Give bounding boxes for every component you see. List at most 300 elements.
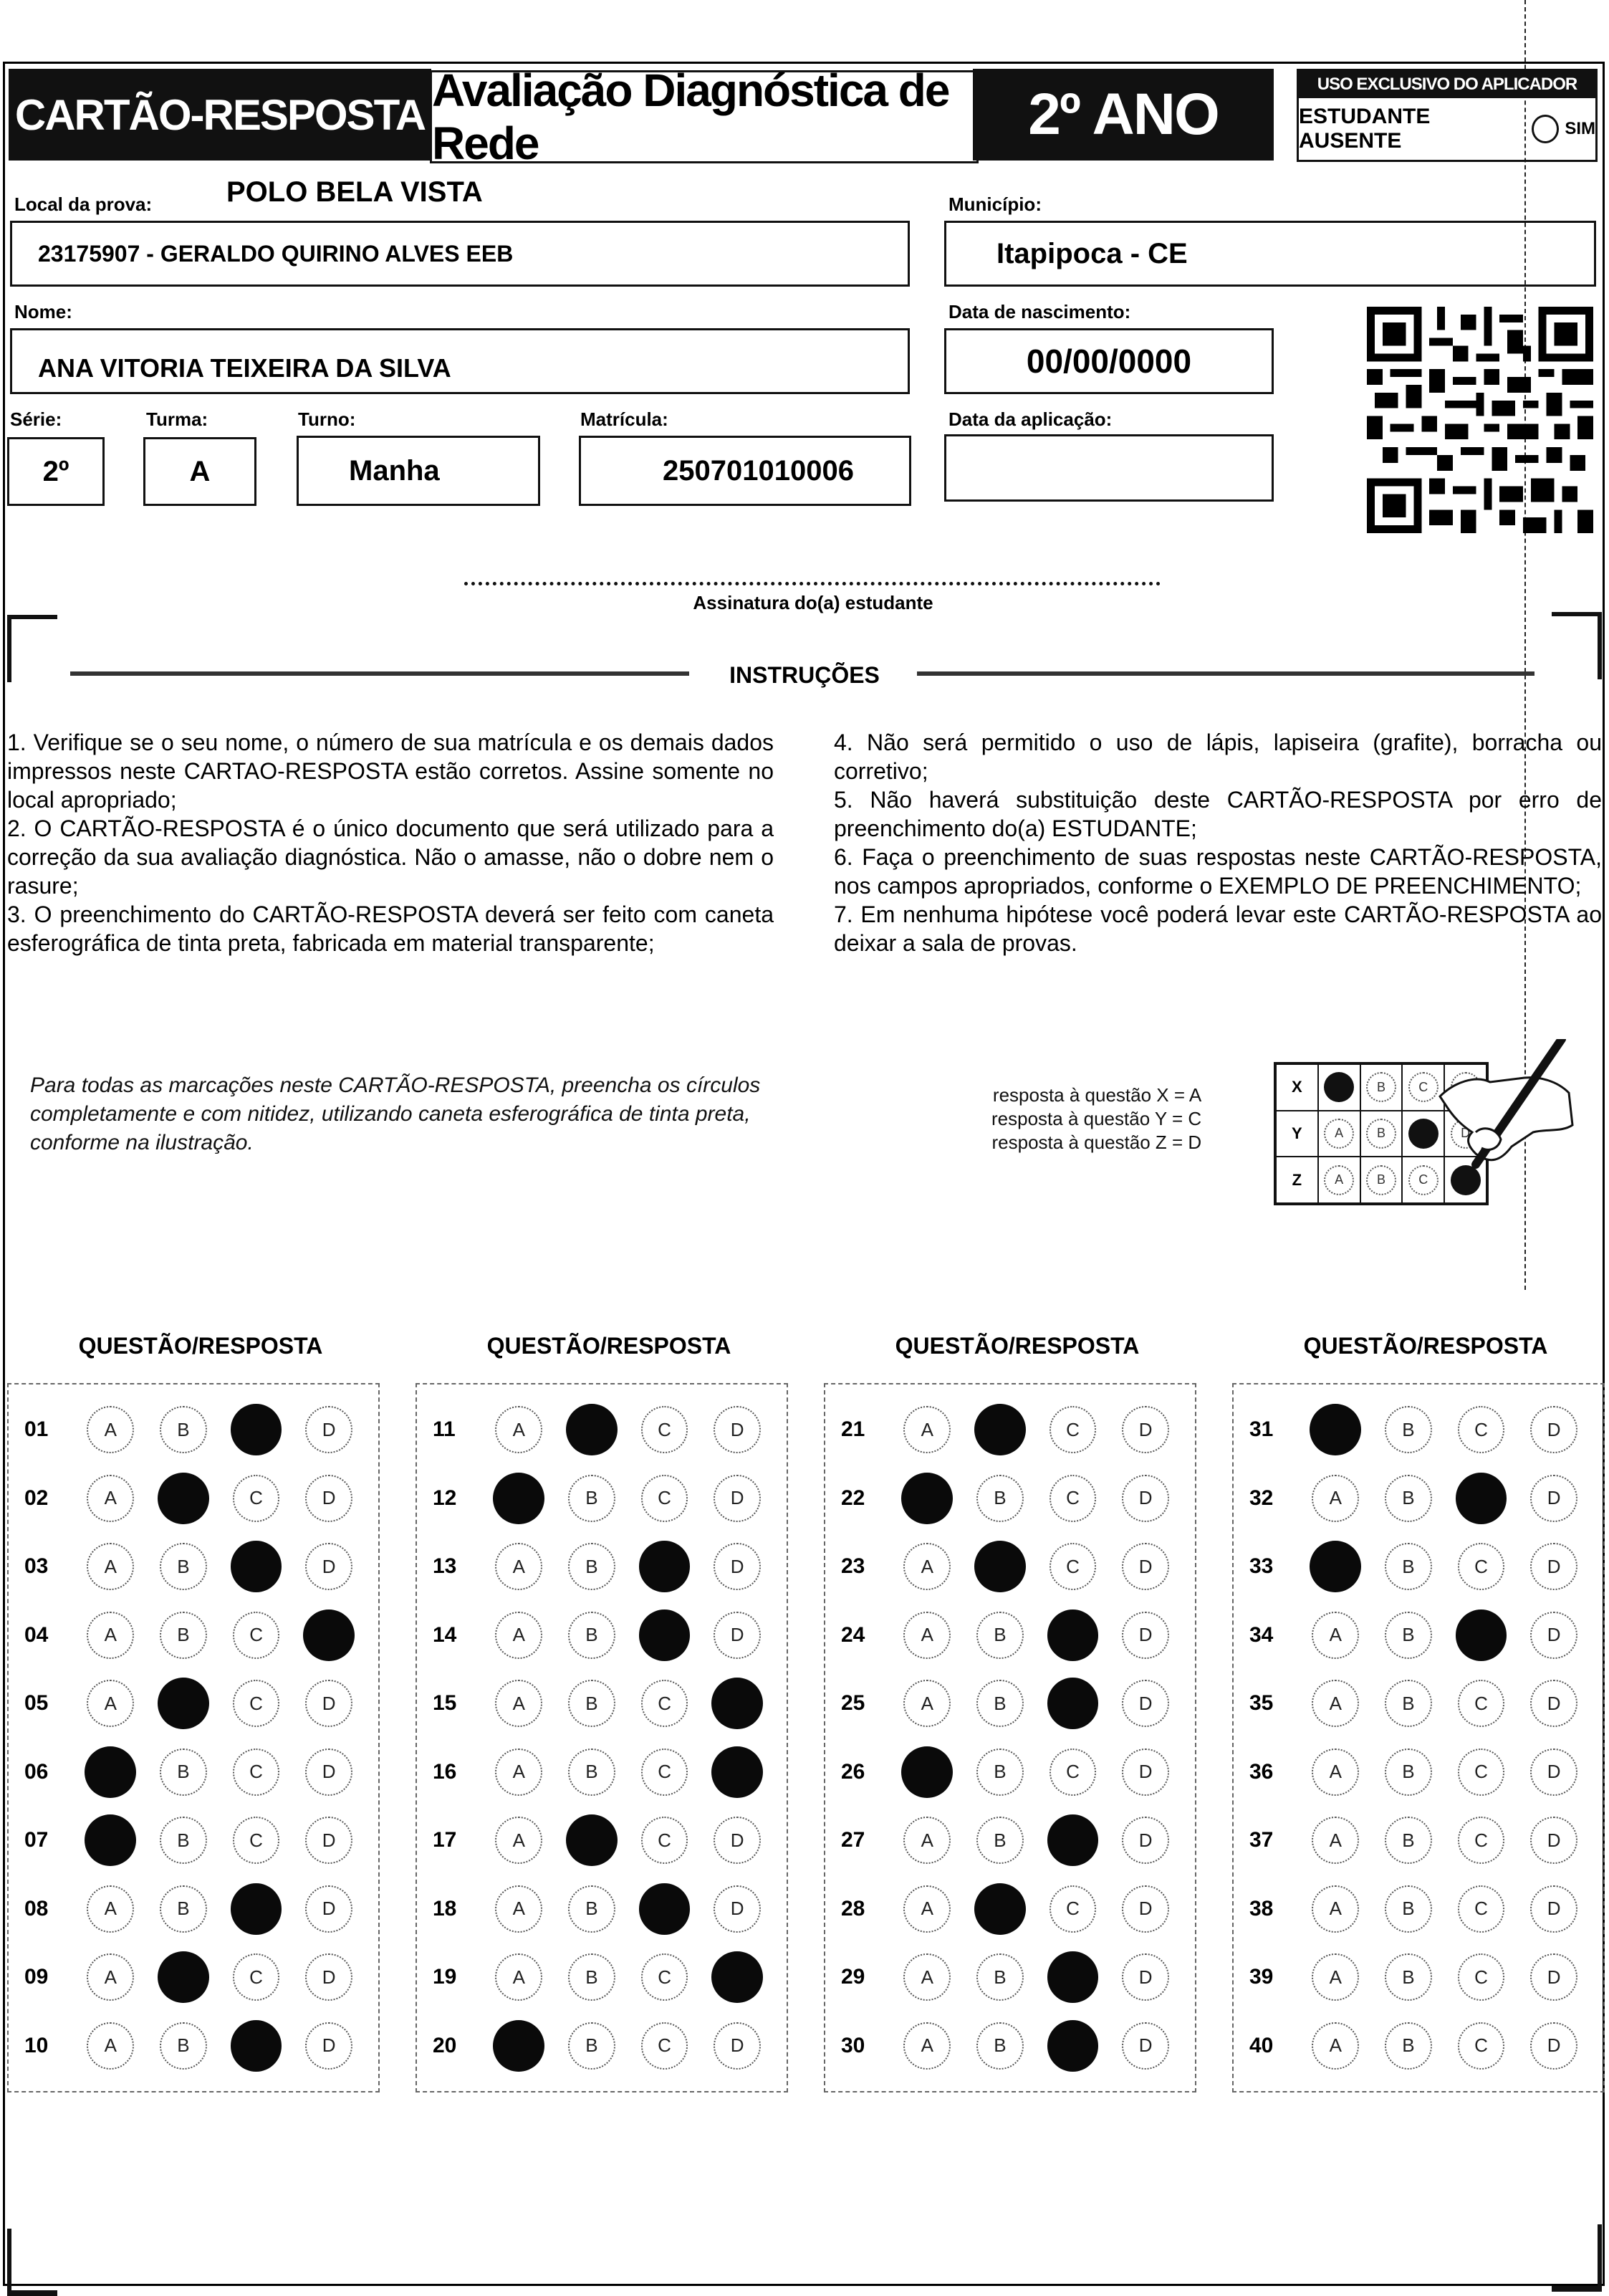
bubble-d[interactable]: D <box>305 1406 352 1453</box>
bubble-b[interactable]: B <box>1385 1953 1432 2001</box>
question-number: 26 <box>841 1759 865 1784</box>
question-number: 15 <box>433 1691 457 1715</box>
question-number: 23 <box>841 1554 865 1578</box>
bubble-a[interactable] <box>1310 1404 1361 1455</box>
answer-row <box>825 1815 1195 1865</box>
example-bubble-b: B <box>1366 1165 1396 1195</box>
answer-row <box>825 1884 1195 1934</box>
bubble-a[interactable]: A <box>495 1953 542 2001</box>
matricula-label: Matrícula: <box>580 408 668 430</box>
bubble-a[interactable]: A <box>87 1406 134 1453</box>
bubble-a[interactable]: A <box>495 1817 542 1864</box>
bubble-d[interactable]: D <box>1530 1749 1577 1796</box>
bubble-c[interactable] <box>639 1609 691 1661</box>
bubble-d[interactable] <box>711 1746 763 1798</box>
bubble-b[interactable]: B <box>1385 1817 1432 1864</box>
question-number: 22 <box>841 1486 865 1510</box>
example-cell <box>1318 1111 1360 1157</box>
bubble-a[interactable]: A <box>495 1612 542 1659</box>
answer-row <box>9 1405 378 1455</box>
bubble-d[interactable]: D <box>305 1475 352 1522</box>
absent-label: ESTUDANTE AUSENTE <box>1299 105 1431 153</box>
example-bubble-b: B <box>1366 1072 1396 1102</box>
answer-row <box>9 1610 378 1660</box>
bubble-d[interactable]: D <box>1122 2022 1169 2070</box>
bubble-c[interactable] <box>231 2020 282 2072</box>
bubble-b[interactable]: B <box>1385 1885 1432 1933</box>
example-text: Para todas as marcações neste CARTÃO-RESPOSTA, preencha os círculos completamente e com nitidez, utilizando caneta esferográfica de tinta preta, conforme na ilustração. <box>30 1073 761 1154</box>
question-number: 17 <box>433 1828 457 1852</box>
answer-row <box>417 1815 787 1865</box>
answers-block-3 <box>824 1383 1196 2092</box>
example-bubble-c: C <box>1408 1165 1439 1195</box>
bubble-a[interactable] <box>901 1473 953 1524</box>
question-number: 04 <box>24 1622 49 1647</box>
bubble-a[interactable]: A <box>1312 1680 1359 1727</box>
bubble-c[interactable]: C <box>233 1475 280 1522</box>
aplicador-box <box>1297 69 1598 162</box>
bubble-d[interactable]: D <box>714 1612 761 1659</box>
bubble-c[interactable] <box>231 1883 282 1935</box>
bubble-d[interactable]: D <box>1530 1953 1577 2001</box>
bubble-b[interactable]: B <box>160 1817 207 1864</box>
bubble-c[interactable]: C <box>641 1817 688 1864</box>
answer-row <box>9 1678 378 1728</box>
aplicacao-field[interactable] <box>944 434 1274 502</box>
bubble-b[interactable]: B <box>160 1885 207 1933</box>
bubble-d[interactable]: D <box>1530 2022 1577 2070</box>
example-bubble-b: B <box>1366 1119 1396 1149</box>
answer-row <box>417 1747 787 1797</box>
instructions-title: INSTRUÇÕES <box>729 662 880 688</box>
bubble-b[interactable]: B <box>160 1749 207 1796</box>
school-field <box>10 221 910 287</box>
hand-pen-icon <box>1433 1039 1576 1211</box>
question-number: 02 <box>24 1486 49 1510</box>
bubble-a[interactable] <box>85 1814 136 1866</box>
bubble-b[interactable]: B <box>568 1885 615 1933</box>
answer-row <box>9 1747 378 1797</box>
question-number: 05 <box>24 1691 49 1715</box>
card-title: CARTÃO-RESPOSTA <box>9 69 431 161</box>
example-bubble-a: A <box>1324 1165 1354 1195</box>
serie-value: 2º <box>42 455 69 487</box>
question-number: 36 <box>1249 1759 1274 1784</box>
bubble-a[interactable]: A <box>87 1885 134 1933</box>
answer-row <box>9 1815 378 1865</box>
turma-field <box>143 437 256 506</box>
bubble-b[interactable]: B <box>976 1817 1024 1864</box>
bubble-c[interactable]: C <box>641 1680 688 1727</box>
municipio-label: Município: <box>948 193 1042 215</box>
bubble-a[interactable] <box>1310 1541 1361 1592</box>
bubble-c[interactable]: C <box>1458 2022 1505 2070</box>
bubble-b[interactable]: B <box>160 1612 207 1659</box>
bubble-d[interactable]: D <box>305 1953 352 2001</box>
bubble-a[interactable] <box>493 2020 544 2072</box>
bubble-a[interactable]: A <box>495 1680 542 1727</box>
question-number: 07 <box>24 1828 49 1852</box>
bubble-a[interactable]: A <box>903 1543 951 1590</box>
nascimento-label: Data de nascimento: <box>948 301 1131 322</box>
bubble-a[interactable]: A <box>1312 1475 1359 1522</box>
bubble-b[interactable] <box>974 1883 1026 1935</box>
question-number: 40 <box>1249 2033 1274 2057</box>
bubble-d[interactable]: D <box>1122 1817 1169 1864</box>
turno-field <box>297 436 540 506</box>
answer-row <box>825 1541 1195 1592</box>
example-bubble-a <box>1324 1072 1354 1102</box>
bubble-b[interactable]: B <box>568 1612 615 1659</box>
bubble-c[interactable]: C <box>1458 1406 1505 1453</box>
question-number: 24 <box>841 1622 865 1647</box>
bubble-c[interactable]: C <box>641 1406 688 1453</box>
bubble-b[interactable]: B <box>568 1749 615 1796</box>
bubble-c[interactable]: C <box>1050 1543 1097 1590</box>
answers-block-4 <box>1232 1383 1605 2092</box>
example-cell <box>1318 1157 1360 1203</box>
instruction-item: 6. Faça o preenchimento de suas respostas neste CARTÃO-RESPOSTA, nos campos apropriados, conforme o EXEMPLO DE PREENCHIMENTO; <box>834 844 1602 899</box>
bubble-d[interactable]: D <box>1530 1543 1577 1590</box>
bubble-d[interactable]: D <box>1122 1749 1169 1796</box>
answer-row <box>417 1952 787 2002</box>
bubble-b[interactable]: B <box>1385 2022 1432 2070</box>
bubble-a[interactable]: A <box>903 2022 951 2070</box>
answer-row <box>1234 1815 1603 1865</box>
example-cell <box>1318 1064 1360 1111</box>
bubble-c[interactable]: C <box>1458 1953 1505 2001</box>
bubble-c[interactable] <box>231 1541 282 1592</box>
bubble-a[interactable]: A <box>87 2022 134 2070</box>
answer-row <box>9 2021 378 2071</box>
question-number: 21 <box>841 1417 865 1441</box>
evaluation-title: Avaliação Diagnóstica de Rede <box>430 70 979 163</box>
bubble-a[interactable]: A <box>903 1885 951 1933</box>
bubble-c[interactable]: C <box>233 1817 280 1864</box>
school-value: 23175907 - GERALDO QUIRINO ALVES EEB <box>38 240 514 267</box>
bubble-d[interactable]: D <box>1122 1612 1169 1659</box>
bubble-a[interactable]: A <box>495 1885 542 1933</box>
instructions-rule-right <box>917 671 1534 676</box>
bubble-d[interactable]: D <box>714 1543 761 1590</box>
bubble-b[interactable] <box>974 1404 1026 1455</box>
bubble-d[interactable]: D <box>305 1749 352 1796</box>
bubble-c[interactable] <box>1047 1814 1099 1866</box>
bubble-b[interactable]: B <box>568 2022 615 2070</box>
qr-code-icon <box>1367 307 1593 533</box>
bubble-c[interactable]: C <box>233 1749 280 1796</box>
bubble-c[interactable]: C <box>1458 1543 1505 1590</box>
bubble-c[interactable] <box>1047 1951 1099 2003</box>
bubble-d[interactable]: D <box>1122 1680 1169 1727</box>
bubble-c[interactable]: C <box>233 1680 280 1727</box>
bubble-a[interactable]: A <box>87 1612 134 1659</box>
answer-row <box>825 1952 1195 2002</box>
bubble-c[interactable] <box>1456 1609 1507 1661</box>
answers-column-header: QUESTÃO/RESPOSTA <box>895 1333 1140 1359</box>
nome-field <box>10 328 910 394</box>
bubble-a[interactable]: A <box>903 1612 951 1659</box>
bubble-d[interactable]: D <box>305 2022 352 2070</box>
example-legend-line: resposta à questão Z = D <box>991 1132 1202 1153</box>
bubble-c[interactable]: C <box>641 2022 688 2070</box>
answer-row <box>417 2021 787 2071</box>
answer-row <box>1234 1610 1603 1660</box>
bubble-c[interactable] <box>231 1404 282 1455</box>
bubble-d[interactable]: D <box>305 1543 352 1590</box>
question-number: 29 <box>841 1965 865 1989</box>
turma-value: A <box>189 455 211 487</box>
question-number: 16 <box>433 1759 457 1784</box>
example-legend-line: resposta à questão X = A <box>992 1084 1202 1106</box>
bubble-c[interactable]: C <box>1458 1817 1505 1864</box>
answer-row <box>1234 1473 1603 1524</box>
bubble-a[interactable]: A <box>495 1749 542 1796</box>
instruction-item: 5. Não haverá substituição deste CARTÃO-RESPOSTA por erro de preenchimento do(a) ESTUDANTE; <box>834 787 1602 841</box>
question-number: 08 <box>24 1896 49 1920</box>
bubble-d[interactable]: D <box>1122 1475 1169 1522</box>
turno-label: Turno: <box>298 408 356 430</box>
bubble-b[interactable]: B <box>1385 1612 1432 1659</box>
bubble-d[interactable]: D <box>1122 1543 1169 1590</box>
bubble-d[interactable]: D <box>305 1817 352 1864</box>
answer-row <box>1234 1678 1603 1728</box>
bubble-c[interactable]: C <box>233 1612 280 1659</box>
municipio-field <box>944 221 1596 287</box>
bubble-b[interactable]: B <box>160 2022 207 2070</box>
bubble-b[interactable]: B <box>1385 1749 1432 1796</box>
answer-row <box>825 1747 1195 1797</box>
answers-column-header: QUESTÃO/RESPOSTA <box>1303 1333 1548 1359</box>
instructions-right-column <box>834 728 1602 957</box>
example-bubble-c: C <box>1408 1072 1439 1102</box>
bubble-c[interactable]: C <box>1050 1885 1097 1933</box>
bubble-a[interactable]: A <box>903 1406 951 1453</box>
bubble-b[interactable]: B <box>976 1680 1024 1727</box>
question-number: 32 <box>1249 1486 1274 1510</box>
bubble-b[interactable]: B <box>1385 1680 1432 1727</box>
answer-row <box>9 1473 378 1524</box>
question-number: 09 <box>24 1965 49 1989</box>
bubble-d[interactable]: D <box>1122 1953 1169 2001</box>
answer-row <box>9 1952 378 2002</box>
example-legend <box>991 1084 1201 1154</box>
bubble-a[interactable]: A <box>87 1475 134 1522</box>
question-number: 12 <box>433 1486 457 1510</box>
bubble-b[interactable]: B <box>1385 1406 1432 1453</box>
bubble-b[interactable]: B <box>976 1953 1024 2001</box>
registration-mark-bottom-left <box>7 2229 57 2296</box>
bubble-a[interactable]: A <box>903 1817 951 1864</box>
answer-row <box>1234 1952 1603 2002</box>
nome-label: Nome: <box>14 301 72 322</box>
bubble-d[interactable]: D <box>1122 1406 1169 1453</box>
bubble-c[interactable] <box>1456 1473 1507 1524</box>
question-number: 35 <box>1249 1691 1274 1715</box>
answer-row <box>9 1541 378 1592</box>
bubble-b[interactable]: B <box>1385 1543 1432 1590</box>
absent-radio[interactable] <box>1532 115 1559 143</box>
example-cell <box>1360 1157 1403 1203</box>
bubble-d[interactable] <box>303 1609 355 1661</box>
bubble-a[interactable]: A <box>1312 1612 1359 1659</box>
bubble-d[interactable] <box>711 1951 763 2003</box>
bubble-a[interactable]: A <box>1312 1953 1359 2001</box>
bubble-a[interactable]: A <box>1312 1817 1359 1864</box>
bubble-b[interactable]: B <box>568 1953 615 2001</box>
question-number: 03 <box>24 1554 49 1578</box>
answer-row <box>417 1884 787 1934</box>
bubble-d[interactable]: D <box>1530 1475 1577 1522</box>
bubble-d[interactable]: D <box>305 1680 352 1727</box>
bubble-b[interactable]: B <box>976 1749 1024 1796</box>
nome-value: ANA VITORIA TEIXEIRA DA SILVA <box>38 353 451 383</box>
answer-row <box>1234 1541 1603 1592</box>
bubble-b[interactable] <box>566 1814 618 1866</box>
instructions-left-column <box>7 728 774 957</box>
bubble-c[interactable] <box>1047 2020 1099 2072</box>
bubble-d[interactable]: D <box>1530 1406 1577 1453</box>
question-number: 06 <box>24 1759 49 1784</box>
bubble-c[interactable]: C <box>641 1749 688 1796</box>
question-number: 11 <box>433 1417 456 1441</box>
bubble-b[interactable]: B <box>568 1543 615 1590</box>
bubble-a[interactable]: A <box>87 1543 134 1590</box>
bubble-b[interactable]: B <box>568 1680 615 1727</box>
bubble-d[interactable]: D <box>714 1885 761 1933</box>
bubble-c[interactable]: C <box>1458 1749 1505 1796</box>
bubble-c[interactable]: C <box>1458 1680 1505 1727</box>
bubble-b[interactable] <box>158 1473 209 1524</box>
bubble-a[interactable]: A <box>495 1543 542 1590</box>
bubble-d[interactable]: D <box>1122 1885 1169 1933</box>
bubble-a[interactable] <box>85 1746 136 1798</box>
answer-row <box>417 1541 787 1592</box>
bubble-b[interactable] <box>158 1951 209 2003</box>
bubble-d[interactable]: D <box>714 1475 761 1522</box>
turma-label: Turma: <box>146 408 208 430</box>
question-number: 13 <box>433 1554 457 1578</box>
bubble-a[interactable]: A <box>903 1953 951 2001</box>
bubble-c[interactable]: C <box>1458 1885 1505 1933</box>
bubble-a[interactable]: A <box>1312 2022 1359 2070</box>
bubble-c[interactable]: C <box>641 1953 688 2001</box>
question-number: 39 <box>1249 1965 1274 1989</box>
bubble-a[interactable]: A <box>1312 1885 1359 1933</box>
answer-row <box>9 1884 378 1934</box>
grade-badge: 2º ANO <box>973 69 1274 161</box>
bubble-c[interactable] <box>639 1541 691 1592</box>
bubble-d[interactable] <box>711 1678 763 1729</box>
instruction-item: 4. Não será permitido o uso de lápis, lapiseira (grafite), borracha ou corretivo; <box>834 730 1602 784</box>
instruction-item: 1. Verifique se o seu nome, o número de sua matrícula e os demais dados impressos neste CARTAO-RESPOSTA estão corretos. Assine somente no local apropriado; <box>7 730 774 813</box>
bubble-a[interactable] <box>901 1746 953 1798</box>
question-number: 30 <box>841 2033 865 2057</box>
aplicacao-label: Data da aplicação: <box>948 408 1113 430</box>
example-bubble-a: A <box>1324 1119 1354 1149</box>
bubble-c[interactable] <box>1047 1678 1099 1729</box>
matricula-value: 250701010006 <box>663 454 854 487</box>
bubble-c[interactable]: C <box>233 1953 280 2001</box>
bubble-d[interactable]: D <box>1530 1612 1577 1659</box>
question-number: 10 <box>24 2033 49 2057</box>
question-number: 27 <box>841 1828 865 1852</box>
question-number: 31 <box>1249 1417 1274 1441</box>
bubble-b[interactable]: B <box>160 1543 207 1590</box>
answer-row <box>825 2021 1195 2071</box>
answer-row <box>1234 2021 1603 2071</box>
absent-field <box>1299 98 1595 160</box>
bubble-a[interactable] <box>493 1473 544 1524</box>
bubble-d[interactable]: D <box>714 2022 761 2070</box>
bubble-b[interactable]: B <box>976 2022 1024 2070</box>
local-value: POLO BELA VISTA <box>226 176 483 208</box>
bubble-b[interactable] <box>566 1404 618 1455</box>
municipio-value: Itapipoca - CE <box>996 237 1188 269</box>
bubble-d[interactable]: D <box>1530 1885 1577 1933</box>
bubble-b[interactable]: B <box>568 1475 615 1522</box>
signature-label: Assinatura do(a) estudante <box>693 592 933 613</box>
bubble-b[interactable]: B <box>1385 1475 1432 1522</box>
answer-row <box>417 1473 787 1524</box>
nascimento-value: 00/00/0000 <box>1026 343 1192 380</box>
bubble-c[interactable] <box>639 1883 691 1935</box>
answers-block-2 <box>416 1383 788 2092</box>
bubble-d[interactable]: D <box>714 1406 761 1453</box>
question-number: 37 <box>1249 1828 1274 1852</box>
bubble-b[interactable] <box>974 1541 1026 1592</box>
bubble-c[interactable]: C <box>1050 1749 1097 1796</box>
bubble-a[interactable]: A <box>87 1680 134 1727</box>
bubble-b[interactable]: B <box>976 1475 1024 1522</box>
bubble-c[interactable]: C <box>641 1475 688 1522</box>
bubble-b[interactable] <box>158 1678 209 1729</box>
bubble-a[interactable]: A <box>87 1953 134 2001</box>
bubble-a[interactable]: A <box>1312 1749 1359 1796</box>
bubble-c[interactable] <box>1047 1609 1099 1661</box>
question-number: 19 <box>433 1965 457 1989</box>
bubble-b[interactable]: B <box>976 1612 1024 1659</box>
question-number: 18 <box>433 1896 457 1920</box>
bubble-c[interactable]: C <box>1050 1475 1097 1522</box>
signature-line[interactable] <box>464 582 1161 585</box>
bubble-a[interactable]: A <box>495 1406 542 1453</box>
answers-column-header: QUESTÃO/RESPOSTA <box>78 1333 323 1359</box>
bubble-a[interactable]: A <box>903 1680 951 1727</box>
instruction-item: 7. Em nenhuma hipótese você poderá levar este CARTÃO-RESPOSTA ao deixar a sala de provas. <box>834 901 1602 956</box>
question-number: 14 <box>433 1622 457 1647</box>
bubble-d[interactable]: D <box>1530 1680 1577 1727</box>
answer-row <box>417 1610 787 1660</box>
matricula-field <box>579 436 911 506</box>
answer-row <box>825 1405 1195 1455</box>
question-number: 34 <box>1249 1622 1274 1647</box>
question-number: 33 <box>1249 1554 1274 1578</box>
answer-row <box>417 1678 787 1728</box>
bubble-d[interactable]: D <box>714 1817 761 1864</box>
example-question-label: X <box>1276 1064 1318 1111</box>
example-legend-line: resposta à questão Y = C <box>991 1108 1202 1129</box>
question-number: 28 <box>841 1896 865 1920</box>
answers-block-1 <box>7 1383 380 2092</box>
bubble-d[interactable]: D <box>1530 1817 1577 1864</box>
example-question-label: Z <box>1276 1157 1318 1203</box>
bubble-c[interactable]: C <box>1050 1406 1097 1453</box>
bubble-d[interactable]: D <box>305 1885 352 1933</box>
example-bubble-d: D <box>1451 1119 1481 1149</box>
bubble-b[interactable]: B <box>160 1406 207 1453</box>
instruction-item: 2. O CARTÃO-RESPOSTA é o único documento que será utilizado para a correção da sua avaliação diagnóstica. Não o amasse, não o dobre nem o rasure; <box>7 815 774 899</box>
